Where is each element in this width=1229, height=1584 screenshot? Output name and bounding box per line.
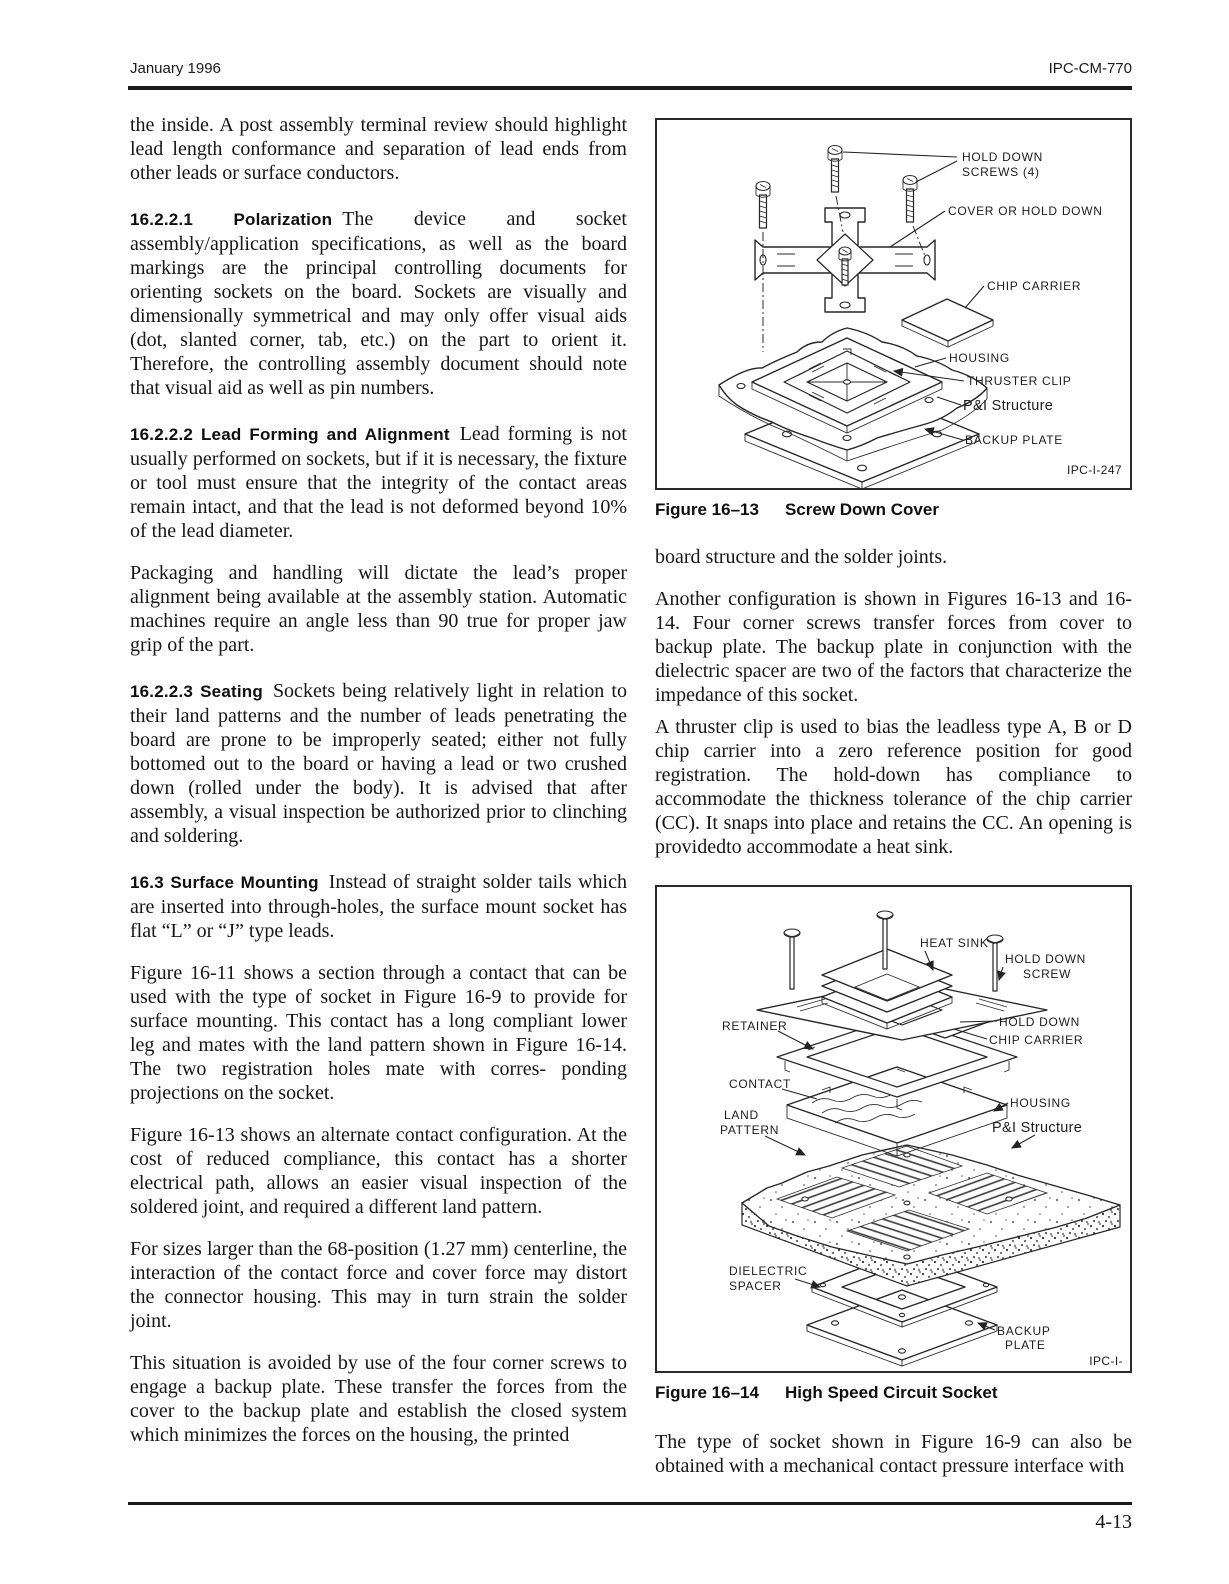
label-backup-plate: BACKUP PLATE	[965, 433, 1063, 447]
label-land-pattern-line2: PATTERN	[720, 1123, 780, 1137]
paragraph-another-configuration: Another configuration is shown in Figures 16-13 and 16-14. Four corner screws transfer forces from cover to backup plate. The backup plate in conjunction with the dielectric spacer are two of the factors that characterize the impedance of this socket.	[655, 588, 1132, 706]
figure-16-13-frame	[655, 118, 1132, 490]
paragraph-packaging: Packaging and handling will dictate the lead’s proper alignment being available at the assembly station. Automatic machines require an angle less than 90 true for proper jaw grip of the part.	[130, 562, 627, 656]
label-contact: CONTACT	[729, 1077, 792, 1091]
section-lead-forming-body: Lead forming is not usually performed on sockets, but if it is necessary, the fixture or tool must ensure that the integrity of the contact areas remain intact, and that the lead is not deformed beyond 10% of the lead diameter.	[130, 423, 627, 542]
figure-16-14-diagram	[657, 887, 1130, 1371]
figure-16-13-caption-number: Figure 16–13	[655, 500, 759, 519]
paragraph-thruster-clip: A thruster clip is used to bias the leadless type A, B or D chip carrier into a zero reference position for good registration. The hold-down has compliance to accommodate the thickness tolerance of the chip carrier (CC). It snaps into place and retains the CC. An opening is providedto accommodate a heat sink.	[655, 716, 1132, 858]
label-heat-sink: HEAT SINK	[920, 936, 989, 950]
label-chip-carrier: CHIP CARRIER	[989, 1033, 1084, 1047]
label-housing: HOUSING	[1010, 1096, 1071, 1110]
label-dielectric-spacer-line1: DIELECTRIC	[729, 1264, 808, 1278]
figure-16-14-corner-mark: IPC-I-	[1089, 1354, 1123, 1368]
figure-16-14-frame	[655, 885, 1132, 1373]
label-backup-plate-line1: BACKUP	[997, 1324, 1051, 1338]
paragraph-figure-16-11: Figure 16-11 shows a section through a contact that can be used with the type of socket in Figure 16-9 to provide for surface mounting. This contact has a long compliant lower leg and mates with the land pattern shown in Figure 16-14. The two registration holes mate with corres- ponding projections on the socket.	[130, 962, 627, 1104]
figure-16-13-caption	[655, 499, 1132, 521]
section-lead-forming	[130, 422, 627, 543]
left-column	[130, 105, 627, 1496]
label-hold-down-screw-line2: SCREW	[1023, 967, 1072, 981]
section-seating-body: Sockets being relatively light in relation to their land patterns and the number of leads penetrating the board are prone to be improperly seated; either not fully bottomed out to the board or having a lead or two crushed down (rolled under the body). It is advised that after assembly, a visual inspection be authorized prior to clinching and soldering.	[130, 680, 627, 847]
section-polarization	[130, 207, 627, 400]
header-doc-number: IPC-CM-770	[1048, 60, 1132, 77]
section-seating	[130, 679, 627, 848]
section-seating-heading: 16.2.2.3 Seating	[130, 682, 263, 701]
page-content	[130, 105, 1132, 1496]
figure-16-14-caption-number: Figure 16–14	[655, 1383, 759, 1402]
section-polarization-body: The device and socket assembly/application specifications, as well as the board markings are the principal controlling documents for orienting sockets on the board. Sockets are visually and dimensionally symmetrical and may only offer visual aids (dot, slanted corner, tab, etc.) on the part to orient it. Therefore, the controlling assembly document should note that visual aid as well as pin numbers.	[130, 208, 627, 399]
figure-16-13-diagram	[657, 120, 1130, 488]
chip-carrier-shape	[902, 299, 993, 347]
header-rule	[128, 86, 1132, 90]
figure-16-14-caption	[655, 1382, 1132, 1404]
paragraph-sizes: For sizes larger than the 68-position (1.27 mm) centerline, the interaction of the contact force and cover force may distort the connector housing. This may in turn strain the solder joint.	[130, 1238, 627, 1332]
paragraph-figure-16-13: Figure 16-13 shows an alternate contact configuration. At the cost of reduced compliance, this contact has a shorter electrical path, allows an easier visual inspection of the soldered joint, and required a different land pattern.	[130, 1124, 627, 1218]
label-housing: HOUSING	[949, 351, 1010, 365]
paragraph-board-structure: board structure and the solder joints.	[655, 546, 948, 568]
paragraph-situation: This situation is avoided by use of the four corner screws to engage a backup plate. These transfer the forces from the cover to the backup plate and establish the closed system which minimizes the forces on the housing, the printed	[130, 1352, 627, 1446]
section-polarization-heading: 16.2.2.1 Polarization	[130, 210, 333, 229]
label-chip-carrier: CHIP CARRIER	[987, 279, 1082, 293]
header-date: January 1996	[130, 60, 221, 77]
label-hold-down-screws-line2: SCREWS (4)	[962, 165, 1040, 179]
label-dielectric-spacer-line2: SPACER	[729, 1279, 782, 1293]
figure-16-14-caption-title: High Speed Circuit Socket	[784, 1383, 998, 1402]
figure-16-13-caption-title: Screw Down Cover	[784, 500, 939, 519]
page-number: 4-13	[1095, 1511, 1132, 1533]
figure-16-13-corner-mark: IPC-I-247	[1067, 463, 1122, 477]
label-hold-down-screw-line1: HOLD DOWN	[1005, 952, 1086, 966]
section-surface-mounting-body: Instead of straight solder tails which are inserted into through-holes, the surface mount socket has flat “L” or “J” type leads.	[130, 871, 627, 942]
paragraph-socket-type: The type of socket shown in Figure 16-9 can also be obtained with a mechanical contact pressure interface with	[655, 1431, 1132, 1477]
label-hold-down-screws-line1: HOLD DOWN	[962, 150, 1043, 164]
label-retainer: RETAINER	[722, 1019, 788, 1033]
paragraph-intro: the inside. A post assembly terminal review should highlight lead length conformance and separation of lead ends from other leads or surface conductors.	[130, 114, 627, 184]
label-thruster-clip: THRUSTER CLIP	[967, 374, 1072, 388]
section-lead-forming-heading: 16.2.2.2 Lead Forming and Alignment	[130, 425, 450, 444]
label-land-pattern-line1: LAND	[724, 1108, 759, 1122]
section-surface-mounting-heading: 16.3 Surface Mounting	[130, 873, 319, 892]
label-hold-down: HOLD DOWN	[999, 1015, 1080, 1029]
section-surface-mounting	[130, 870, 627, 943]
label-backup-plate-line2: PLATE	[1005, 1338, 1046, 1352]
right-column	[655, 105, 1132, 1496]
label-pi-structure: P&I Structure	[992, 1120, 1083, 1136]
label-pi-structure: P&I Structure	[963, 398, 1054, 414]
footer-rule	[128, 1502, 1132, 1505]
label-cover-or-hold-down: COVER OR HOLD DOWN	[948, 204, 1103, 218]
housing-contact-shape	[787, 1067, 1007, 1156]
